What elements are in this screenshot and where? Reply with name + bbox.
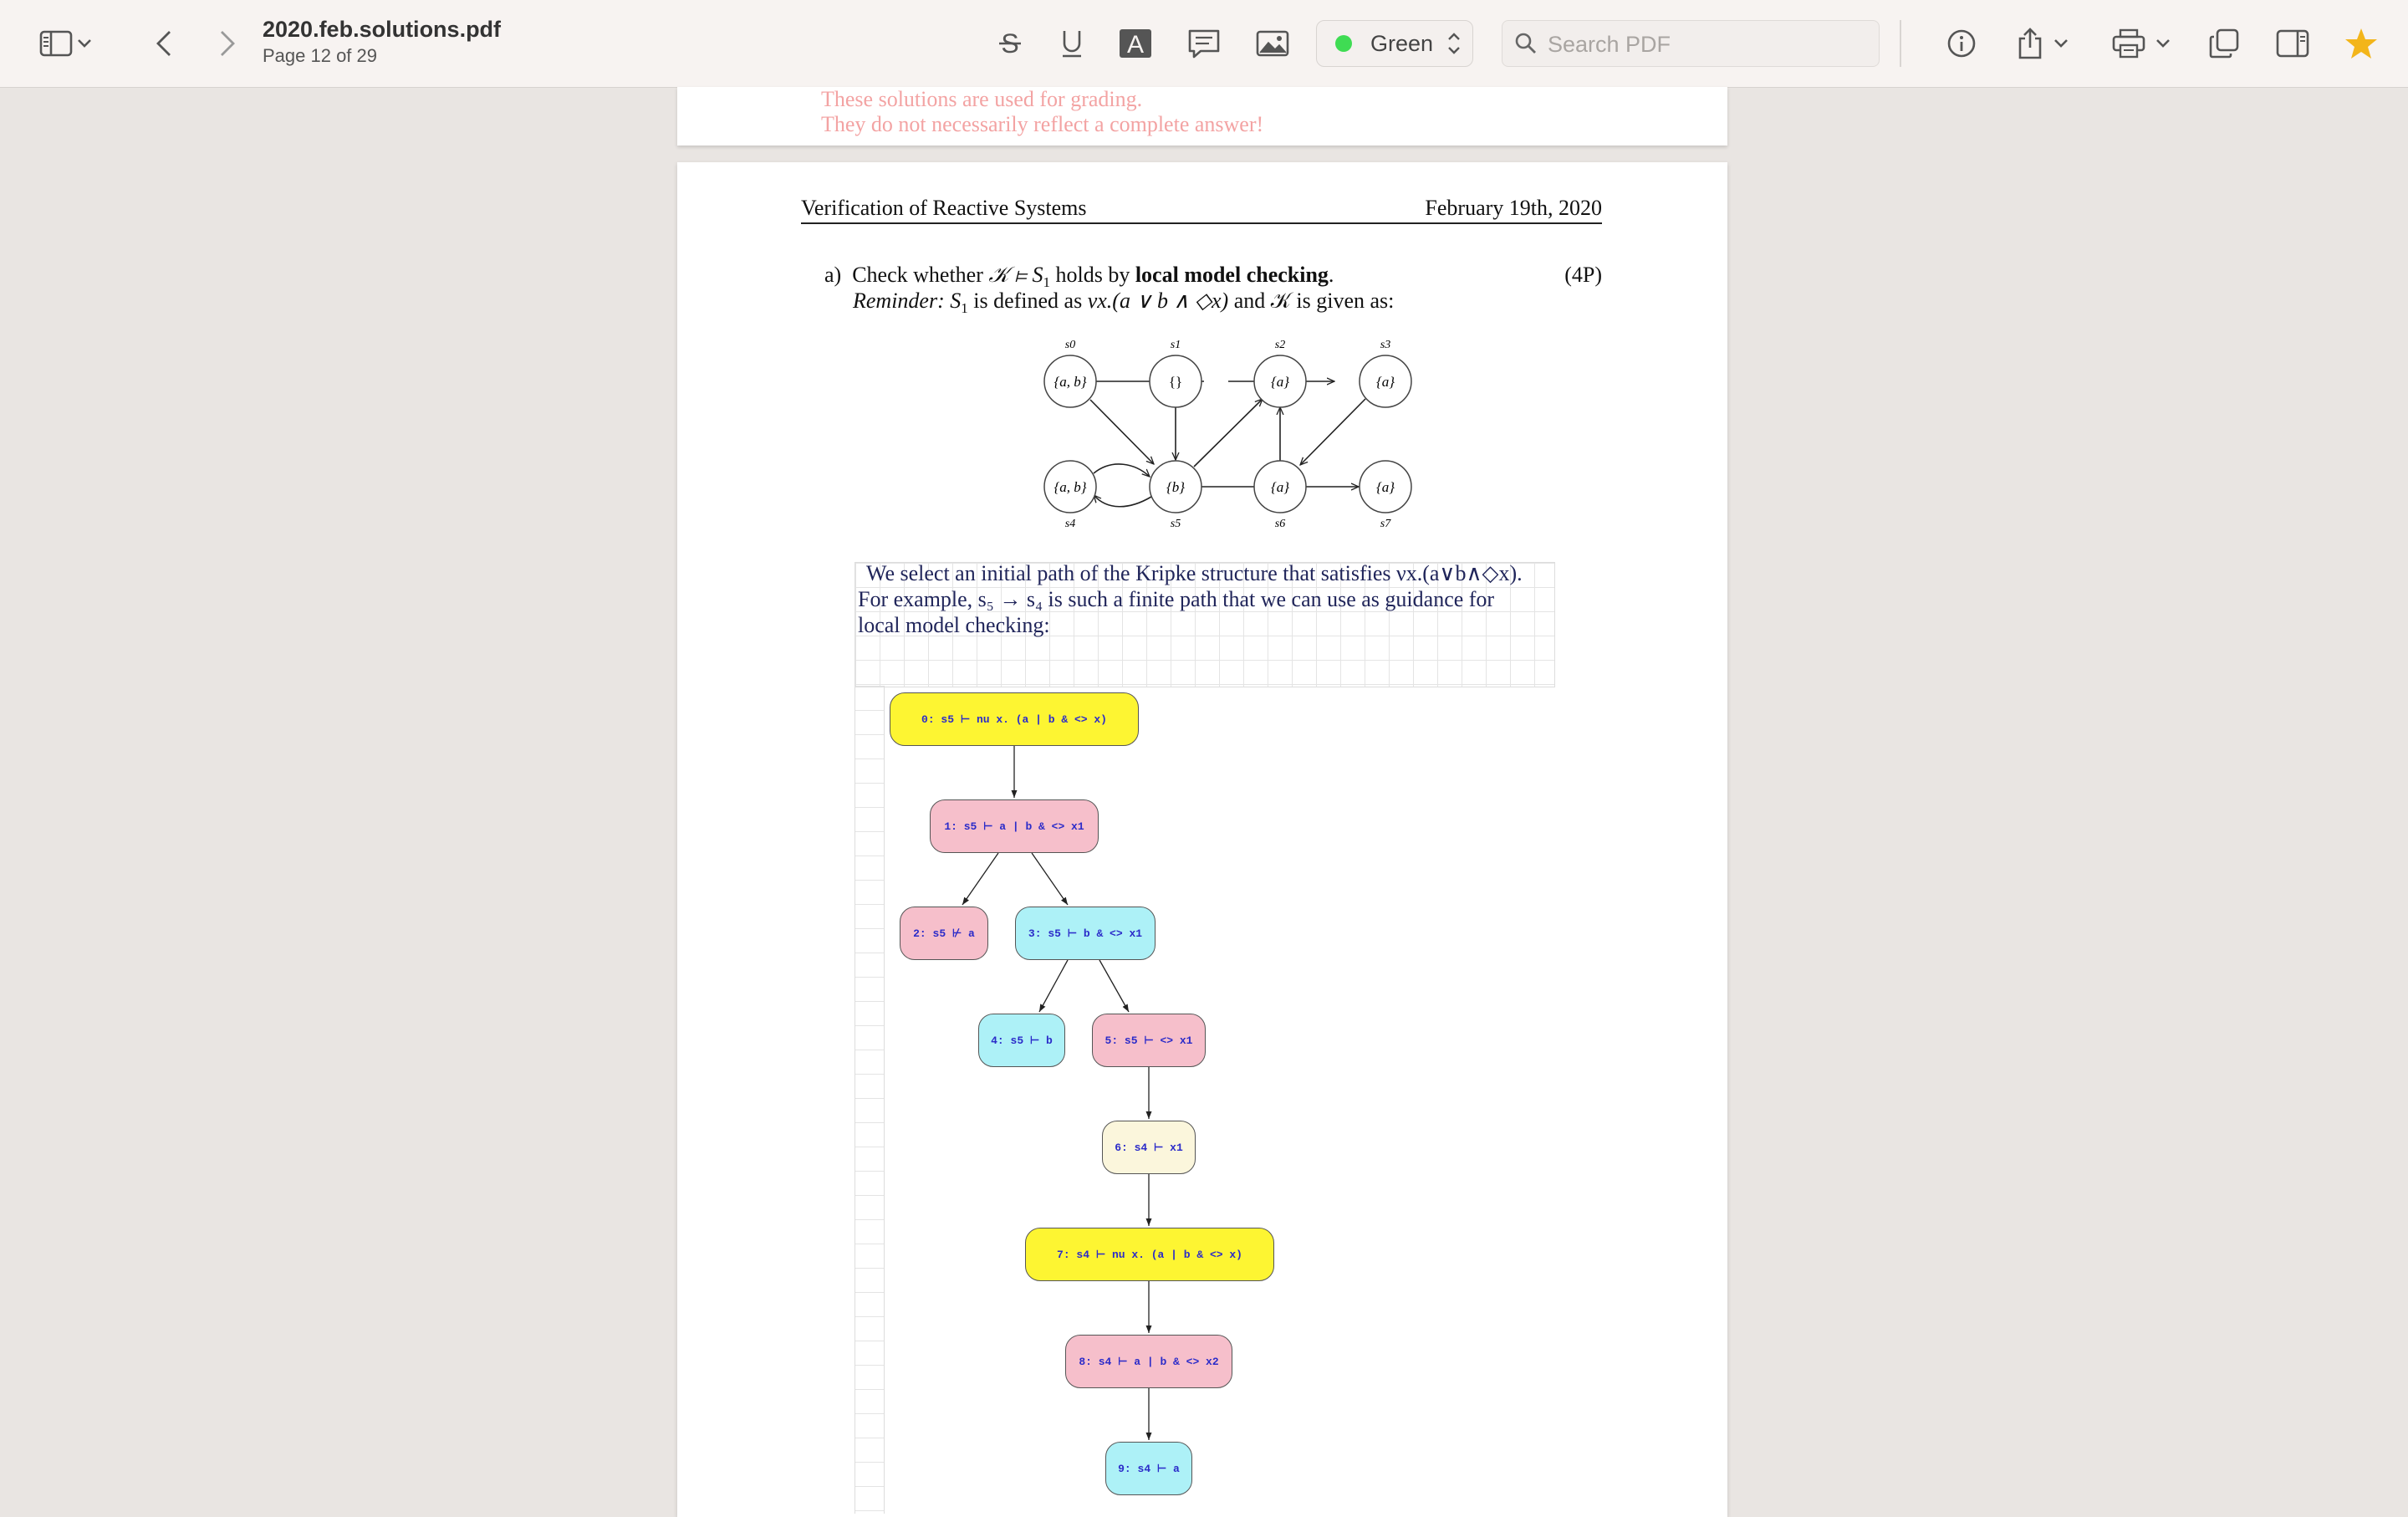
task-math-sub: 1 — [1043, 274, 1050, 291]
tree-node-4: 4: s5 ⊢ b — [978, 1014, 1065, 1067]
tree-node-0: 0: s5 ⊢ nu x. (a | b & <> x) — [890, 692, 1139, 746]
text-box-icon[interactable] — [1112, 20, 1159, 67]
tree-edge-3-5 — [1099, 960, 1129, 1012]
state-name-s4: s4 — [1064, 518, 1076, 530]
window-icon[interactable] — [2201, 20, 2247, 67]
state-name-s6: s6 — [1274, 518, 1286, 530]
task-math: 𝒦 ⊨ S — [988, 263, 1043, 287]
tree-node-1: 1: s5 ⊢ a | b & <> x1 — [930, 799, 1099, 853]
reminder-text-2: is defined as — [967, 289, 1088, 313]
course-title: Verification of Reactive Systems — [801, 196, 1087, 220]
reminder-sub: 1 — [961, 300, 968, 317]
state-label-s1: {} — [1168, 374, 1183, 390]
search-icon — [1514, 32, 1538, 55]
answer-line-2: For example, s₅ → s₄ is such a finite path that we can use as guidance for — [858, 587, 1495, 611]
state-name-s1: s1 — [1170, 339, 1181, 351]
proof-tree-edges — [677, 162, 1727, 1517]
forward-arrow-icon[interactable] — [204, 20, 251, 67]
color-swatch — [1335, 35, 1352, 52]
tree-edge-3-4 — [1039, 960, 1068, 1012]
state-name-s0: s0 — [1064, 339, 1076, 351]
reminder-label: Reminder: — [853, 289, 945, 313]
share-chevron-icon[interactable] — [2048, 20, 2074, 67]
annotation-color-label: Green — [1370, 30, 1434, 56]
svg-text:A: A — [1126, 31, 1145, 59]
state-label-s6: {a} — [1270, 479, 1290, 495]
back-arrow-icon[interactable] — [140, 20, 187, 67]
print-chevron-icon[interactable] — [2150, 20, 2176, 67]
tree-node-5: 5: s5 ⊢ <> x1 — [1092, 1014, 1206, 1067]
state-label-s0: {a, b} — [1054, 374, 1087, 390]
tree-node-6: 6: s4 ⊢ x1 — [1102, 1121, 1196, 1174]
tree-node-3: 3: s5 ⊢ b & <> x1 — [1015, 907, 1156, 960]
toolbar-divider — [1900, 20, 1901, 67]
note-icon[interactable] — [1181, 20, 1227, 67]
chevron-down-icon[interactable] — [72, 20, 97, 67]
tree-edge-1-2 — [962, 853, 998, 905]
state-label-s3: {a} — [1375, 374, 1395, 390]
exam-date: February 19th, 2020 — [1425, 196, 1602, 220]
pdf-page — [677, 162, 1727, 1517]
image-icon[interactable] — [1249, 20, 1296, 67]
tree-node-2: 2: s5 ⊬ a — [900, 907, 988, 960]
previous-page — [677, 87, 1727, 146]
grading-stamp-line-1: These solutions are used for grading. — [821, 87, 1143, 111]
answer-line-3: local model checking: — [858, 613, 1050, 637]
reminder-text-3: and 𝒦 is given as: — [1228, 289, 1395, 313]
underline-icon[interactable] — [1048, 20, 1095, 67]
share-icon[interactable] — [2007, 20, 2053, 67]
tree-node-7: 7: s4 ⊢ nu x. (a | b & <> x) — [1025, 1228, 1274, 1281]
tree-node-9: 9: s4 ⊢ a — [1105, 1442, 1192, 1495]
task-label: a) — [824, 263, 842, 287]
state-name-s5: s5 — [1170, 518, 1181, 530]
document-title: 2020.feb.solutions.pdf — [263, 17, 502, 42]
tree-edge-1-3 — [1032, 853, 1068, 905]
state-name-s7: s7 — [1380, 518, 1391, 530]
svg-text:S: S — [1001, 29, 1019, 58]
search-box[interactable] — [1502, 20, 1880, 67]
print-icon[interactable] — [2105, 20, 2152, 67]
inspector-icon[interactable] — [2269, 20, 2316, 67]
reminder-text-1: S — [944, 289, 962, 313]
page-indicator: Page 12 of 29 — [263, 45, 378, 66]
state-label-s5: {b} — [1166, 479, 1186, 495]
reminder-formula: νx.(a ∨ b ∧ ◇x) — [1087, 289, 1229, 313]
task-text-3: . — [1328, 263, 1334, 287]
state-label-s4: {a, b} — [1054, 479, 1087, 495]
state-name-s3: s3 — [1380, 339, 1391, 351]
state-label-s7: {a} — [1375, 479, 1395, 495]
star-icon[interactable] — [2338, 20, 2385, 67]
grading-stamp-line-2: They do not necessarily reflect a complete answer! — [821, 112, 1264, 136]
strikethrough-icon[interactable] — [987, 20, 1033, 67]
state-name-s2: s2 — [1274, 339, 1286, 351]
answer-line-1: We select an initial path of the Kripke structure that satisfies νx.(a∨b∧◇x). — [866, 561, 1523, 585]
info-icon[interactable] — [1938, 20, 1985, 67]
task-text-1: Check whether — [852, 263, 989, 287]
chevron-updown-icon — [1447, 31, 1461, 56]
toolbar — [0, 0, 2408, 88]
tree-node-8: 8: s4 ⊢ a | b & <> x2 — [1065, 1335, 1232, 1388]
state-label-s2: {a} — [1270, 374, 1290, 390]
task-bold: local model checking — [1135, 263, 1329, 287]
annotation-color-select[interactable] — [1316, 20, 1473, 67]
task-points: (4P) — [1564, 263, 1602, 287]
task-text-2: holds by — [1049, 263, 1135, 287]
search-input[interactable] — [1546, 21, 1867, 68]
